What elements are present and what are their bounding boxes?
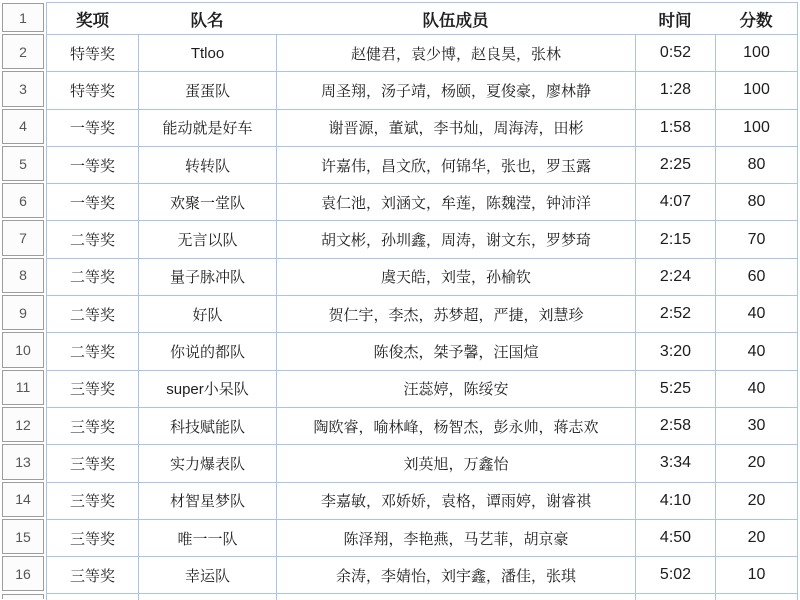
row-number[interactable]: 9 [2, 295, 44, 330]
cell-time[interactable]: 2:58 [635, 408, 715, 444]
table-row [47, 34, 797, 71]
row-number[interactable]: 10 [2, 332, 44, 367]
cell-members[interactable]: 袁仁池，刘涵文，牟莲，陈魏滢，钟沛洋 [276, 184, 635, 220]
cell-members[interactable]: 周圣翔，汤子靖，杨颐，夏俊豪，廖林静 [276, 72, 635, 108]
cell-team[interactable]: 转转队 [138, 147, 276, 183]
table-row [47, 370, 797, 407]
cell-award[interactable]: 三等奖 [69, 455, 115, 473]
cell-time[interactable]: 5:02 [635, 557, 715, 593]
cell-team[interactable]: 幸运队 [138, 557, 276, 593]
cell-members[interactable]: 李嘉敏，邓娇娇，袁格，谭雨婷，谢睿祺 [276, 483, 635, 519]
cell-team[interactable]: 能动就是好车 [138, 110, 276, 146]
row-number[interactable]: 2 [2, 34, 44, 69]
row-number-column [1, 2, 45, 599]
cell-award[interactable]: 特等奖 [69, 45, 115, 63]
header-award[interactable]: 奖项 [76, 11, 109, 30]
row-number[interactable]: 7 [2, 220, 44, 255]
cell-members[interactable]: 虞天皓，刘莹，孙榆钦 [276, 259, 635, 295]
table-row [47, 183, 797, 220]
table-row [47, 71, 797, 108]
cell-members[interactable]: 汪蕊婷，陈绥安 [276, 371, 635, 407]
cell-members[interactable]: 陈泽翔，李艳燕，马艺菲，胡京豪 [276, 520, 635, 556]
row-number[interactable]: 8 [2, 258, 44, 293]
cell-team[interactable]: 材智星梦队 [138, 483, 276, 519]
cell-team[interactable]: super小呆队 [138, 371, 276, 407]
table-row [47, 295, 797, 332]
cell-time[interactable]: 5:25 [635, 371, 715, 407]
row-number[interactable]: 6 [2, 183, 44, 218]
cell-time[interactable]: 2:25 [635, 147, 715, 183]
table-row [47, 444, 797, 481]
cell-members[interactable]: 胡文彬，孙圳鑫，周涛，谢文东，罗梦琦 [276, 221, 635, 257]
cell-award[interactable]: 三等奖 [69, 567, 115, 585]
cell-score[interactable]: 80 [715, 147, 797, 183]
cell-award[interactable]: 三等奖 [69, 493, 115, 511]
row-number[interactable]: 11 [2, 370, 44, 405]
cell-award[interactable]: 特等奖 [69, 82, 115, 100]
cell-score[interactable]: 10 [715, 557, 797, 593]
cell-score[interactable]: 30 [715, 408, 797, 444]
row-number[interactable]: 1 [2, 3, 44, 32]
row-number[interactable]: 5 [2, 146, 44, 181]
row-number[interactable]: 13 [2, 444, 44, 479]
header-time[interactable]: 时间 [658, 11, 692, 30]
cell-members[interactable]: 谢晋源，董斌，李书灿，周海涛，田彬 [276, 110, 635, 146]
header-team[interactable]: 队名 [190, 11, 224, 30]
cell-members[interactable]: 刘英旭，万鑫怡 [276, 445, 635, 481]
cell-award[interactable]: 一等奖 [69, 120, 115, 138]
cell-award[interactable]: 一等奖 [69, 157, 115, 175]
cell-time[interactable]: 4:07 [635, 184, 715, 220]
cell-time[interactable]: 3:20 [635, 333, 715, 369]
cell-score[interactable]: 40 [715, 333, 797, 369]
cell-time[interactable]: 1:58 [635, 110, 715, 146]
row-number[interactable]: 16 [2, 556, 44, 591]
row-number[interactable]: 14 [2, 482, 44, 517]
cell-time[interactable]: 1:28 [635, 72, 715, 108]
cell-score[interactable]: 100 [715, 35, 797, 71]
cell-score[interactable]: 20 [715, 445, 797, 481]
row-number[interactable] [2, 594, 44, 599]
cell-time[interactable]: 4:10 [635, 483, 715, 519]
header-members[interactable]: 队伍成员 [422, 11, 489, 30]
table-row [47, 332, 797, 369]
cell-team[interactable]: 无言以队 [138, 221, 276, 257]
table-row [47, 258, 797, 295]
table-row [47, 519, 797, 556]
results-table [46, 2, 798, 594]
cell-members[interactable]: 陶欧睿，喻林峰，杨智杰，彭永帅，蒋志欢 [276, 408, 635, 444]
cell-score[interactable]: 100 [715, 110, 797, 146]
cell-members[interactable]: 陈俊杰，桀予馨，汪国煊 [276, 333, 635, 369]
header-row [47, 3, 797, 34]
cell-score[interactable]: 70 [715, 221, 797, 257]
row-number[interactable]: 12 [2, 407, 44, 442]
cell-time[interactable]: 3:34 [635, 445, 715, 481]
header-score[interactable]: 分数 [739, 11, 773, 30]
cell-time[interactable]: 2:24 [635, 259, 715, 295]
cell-award[interactable]: 三等奖 [69, 418, 115, 436]
cell-team[interactable]: 量子脉冲队 [138, 259, 276, 295]
cell-score[interactable]: 40 [715, 371, 797, 407]
table-body [47, 34, 797, 593]
cell-award[interactable]: 三等奖 [69, 381, 115, 399]
cell-time[interactable]: 2:52 [635, 296, 715, 332]
cell-team[interactable]: 唯一一队 [138, 520, 276, 556]
table-row [47, 407, 797, 444]
table-row [47, 146, 797, 183]
cell-award[interactable]: 二等奖 [69, 344, 115, 362]
cell-team[interactable]: 欢聚一堂队 [138, 184, 276, 220]
cell-score[interactable]: 60 [715, 259, 797, 295]
cell-score[interactable]: 40 [715, 296, 797, 332]
table-row [47, 556, 797, 593]
cell-team[interactable]: 蛋蛋队 [138, 72, 276, 108]
cell-members[interactable]: 赵健君，袁少博，赵良昊，张林 [276, 35, 635, 71]
cell-score[interactable]: 80 [715, 184, 797, 220]
cell-award[interactable]: 三等奖 [69, 530, 115, 548]
cell-award[interactable]: 一等奖 [69, 194, 115, 212]
cell-score[interactable]: 20 [715, 520, 797, 556]
cell-team[interactable]: 实力爆表队 [138, 445, 276, 481]
cell-award[interactable]: 二等奖 [69, 232, 115, 250]
cell-team[interactable]: 你说的都队 [138, 333, 276, 369]
cell-team[interactable]: Ttloo [138, 35, 276, 71]
row-number[interactable]: 15 [2, 519, 44, 554]
table-row [47, 109, 797, 146]
cell-members[interactable]: 贺仁宇，李杰，苏梦超，严捷，刘慧珍 [276, 296, 635, 332]
cell-members[interactable]: 余涛，李婧怡，刘宇鑫，潘佳，张琪 [276, 557, 635, 593]
partial-row-stub [46, 594, 798, 600]
cell-award[interactable]: 二等奖 [69, 306, 115, 324]
cell-time[interactable]: 4:50 [635, 520, 715, 556]
cell-team[interactable]: 科技赋能队 [138, 408, 276, 444]
cell-members[interactable]: 许嘉伟，昌文欣，何锦华，张也，罗玉露 [276, 147, 635, 183]
cell-award[interactable]: 二等奖 [69, 269, 115, 287]
table-row [47, 482, 797, 519]
row-number[interactable]: 4 [2, 109, 44, 144]
cell-score[interactable]: 100 [715, 72, 797, 108]
cell-score[interactable]: 20 [715, 483, 797, 519]
cell-time[interactable]: 0:52 [635, 35, 715, 71]
cell-team[interactable]: 好队 [138, 296, 276, 332]
row-number[interactable]: 3 [2, 71, 44, 106]
cell-time[interactable]: 2:15 [635, 221, 715, 257]
table-row [47, 220, 797, 257]
